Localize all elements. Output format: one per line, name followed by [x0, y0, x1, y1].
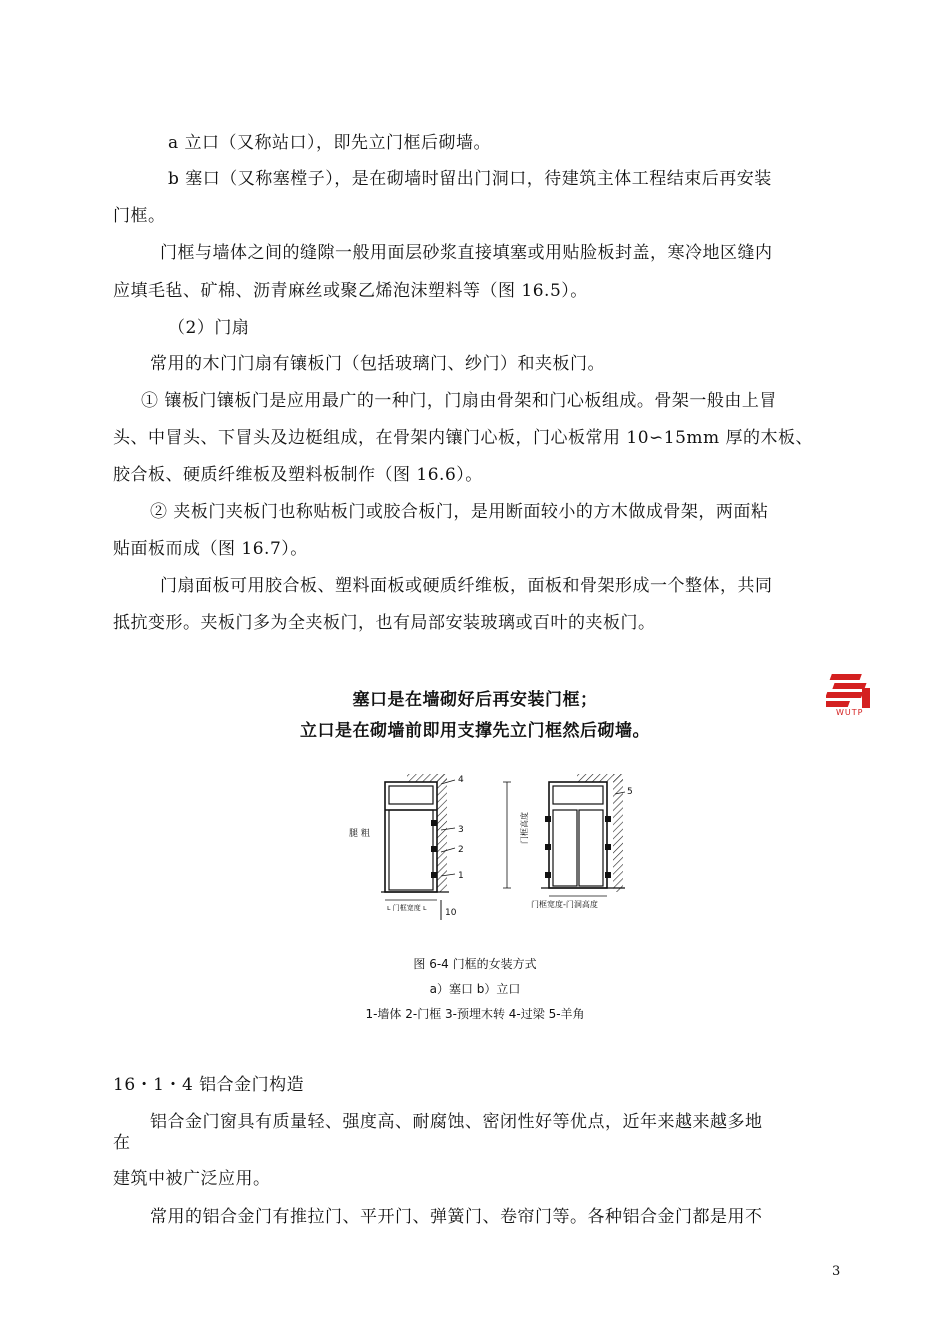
section-para-2: 建筑中被广泛应用。 — [113, 1169, 271, 1189]
figure-caption-title: 图 6-4 门框的女装方式 — [413, 957, 537, 971]
para-6-line-1: ① 镶板门镶板门是应用最广的一种门，门扇由骨架和门心板组成。骨架一般由上冒 — [141, 391, 777, 411]
figure-a-label-3: 3 — [458, 825, 464, 835]
figure-a-label-1: 1 — [458, 871, 464, 881]
figure-b-label-5: 5 — [627, 787, 633, 797]
para-4: （2）门扇 — [168, 318, 250, 338]
section-para-3: 常用的铝合金门有推拉门、平开门、弹簧门、卷帘门等。各种铝合金门都是用不 — [150, 1207, 763, 1227]
door-frame-figure — [345, 760, 645, 950]
section-para-1-line-2: 在 — [113, 1133, 131, 1153]
para-2-line-1: b 塞口（又称塞樘子），是在砌墙时留出门洞口，待建筑主体工程结束后再安装 — [168, 169, 772, 189]
highlight-line-2: 立口是在砌墙前即用支撑先立门框然后砌墙。 — [300, 721, 650, 741]
para-8-line-1: 门扇面板可用胶合板、塑料面板或硬质纤维板，面板和骨架形成一个整体，共同 — [160, 576, 773, 596]
para-6-line-3: 胶合板、硬质纤维板及塑料板制作（图 16.6）。 — [113, 465, 483, 485]
publisher-logo-text: WUTP — [836, 708, 864, 717]
para-3-line-2: 应填毛毡、矿棉、沥青麻丝或聚乙烯泡沫塑料等（图 16.5）。 — [113, 281, 588, 301]
section-heading: 16・1・4 铝合金门构造 — [113, 1075, 305, 1095]
para-3-line-1: 门框与墙体之间的缝隙一般用面层砂浆直接填塞或用贴脸板封盖，寒冷地区缝内 — [160, 243, 773, 263]
figure-a-dim-label: 10 — [445, 908, 457, 918]
figure-a-bottom-label: ʟ 门框宽度 ʟ — [387, 904, 427, 912]
figure-caption-sub: a）塞口 b）立口 — [429, 982, 521, 996]
figure-a-left-label: 腿 粗 — [349, 829, 370, 839]
para-7-line-1: ② 夹板门夹板门也称贴板门或胶合板门，是用断面较小的方木做成骨架，两面粘 — [150, 502, 769, 522]
para-1: a 立口（又称站口），即先立门框后砌墙。 — [168, 133, 492, 153]
para-2-line-2: 门框。 — [113, 206, 166, 226]
highlight-line-1: 塞口是在墙砌好后再安装门框； — [352, 690, 598, 710]
figure-a-label-4: 4 — [458, 775, 464, 785]
figure-b — [503, 774, 633, 909]
para-5: 常用的木门门扇有镶板门（包括玻璃门、纱门）和夹板门。 — [150, 354, 605, 374]
figure-b-bottom-label: 门框宽度-门洞高度 — [531, 900, 598, 909]
figure-caption-legend: 1-墙体 2-门框 3-预埋木转 4-过梁 5-羊角 — [365, 1007, 585, 1021]
page-number: 3 — [832, 1264, 841, 1279]
section-para-1-line-1: 铝合金门窗具有质量轻、强度高、耐腐蚀、密闭性好等优点，近年来越来越多地 — [150, 1112, 763, 1132]
para-6-line-2: 头、中冒头、下冒头及边梃组成，在骨架内镶门心板，门心板常用 10∽15mm 厚的木板、 — [113, 428, 814, 448]
para-8-line-2: 抵抗变形。夹板门多为全夹板门，也有局部安装玻璃或百叶的夹板门。 — [113, 613, 656, 633]
figure-a — [349, 774, 464, 920]
para-7-line-2: 贴面板而成（图 16.7）。 — [113, 539, 308, 559]
figure-b-height-label: 门框高度 — [520, 812, 529, 844]
figure-a-label-2: 2 — [458, 845, 464, 855]
